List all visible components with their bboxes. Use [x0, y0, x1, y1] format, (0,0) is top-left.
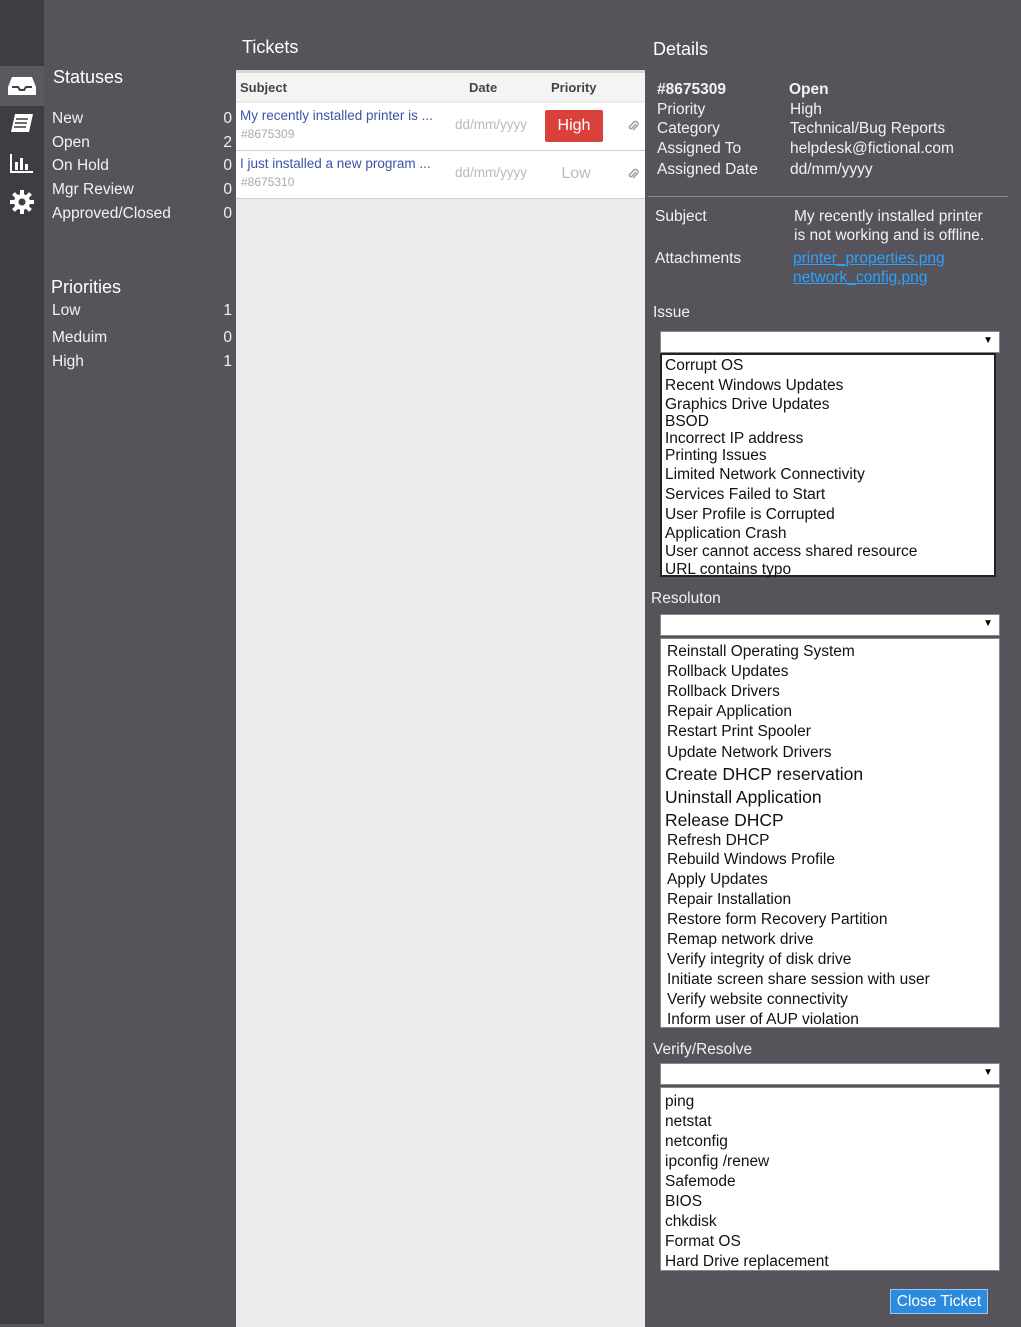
- option[interactable]: Apply Updates: [667, 871, 768, 888]
- status-count: 0: [223, 205, 232, 222]
- verify-options-list[interactable]: [660, 1087, 1000, 1271]
- verify-resolve-label: Verify/Resolve: [653, 1041, 753, 1058]
- details-title: Details: [653, 39, 709, 59]
- priorities-title: Priorities: [51, 277, 122, 297]
- dropdown-arrow-icon: ▼: [983, 1067, 993, 1078]
- issue-options-list[interactable]: [660, 353, 996, 577]
- option[interactable]: Printing Issues: [665, 447, 767, 464]
- option[interactable]: Reinstall Operating System: [667, 643, 855, 660]
- option[interactable]: Verify integrity of disk drive: [667, 951, 852, 968]
- ticket-number: #8675309: [657, 81, 726, 98]
- subject-line-2: is not working and is offline.: [794, 227, 985, 244]
- status-label: Open: [52, 134, 90, 151]
- subject-label: Subject: [655, 208, 707, 225]
- priority-count: 1: [223, 302, 232, 319]
- dropdown-arrow-icon: ▼: [983, 618, 993, 629]
- column-date[interactable]: Date: [469, 80, 498, 95]
- option[interactable]: Incorrect IP address: [665, 430, 804, 447]
- priority-label: Meduim: [52, 329, 108, 346]
- option[interactable]: Recent Windows Updates: [665, 377, 844, 394]
- option[interactable]: User Profile is Corrupted: [665, 506, 835, 523]
- option[interactable]: Rollback Updates: [667, 663, 789, 680]
- priority-item-high[interactable]: [52, 353, 232, 371]
- status-count: 0: [223, 181, 232, 198]
- option[interactable]: Uninstall Application: [665, 787, 822, 807]
- column-priority[interactable]: Priority: [551, 80, 597, 95]
- option[interactable]: Remap network drive: [667, 931, 814, 948]
- status-label: On Hold: [52, 157, 109, 174]
- column-subject[interactable]: Subject: [240, 80, 287, 95]
- status-count: 2: [223, 134, 232, 151]
- ticket-number: #8675309: [241, 127, 295, 141]
- option[interactable]: netstat: [665, 1113, 712, 1130]
- option[interactable]: BSOD: [665, 413, 709, 430]
- ticket-date: dd/mm/yyyy: [455, 165, 528, 180]
- verify-resolve-select[interactable]: [660, 1063, 1000, 1085]
- assigned-to-value: helpdesk@fictional.com: [790, 140, 954, 157]
- option[interactable]: Update Network Drivers: [667, 744, 832, 761]
- status-count: 0: [223, 110, 232, 127]
- table-row[interactable]: [236, 103, 645, 151]
- attachments-label: Attachments: [655, 250, 742, 267]
- book-icon[interactable]: [0, 104, 44, 144]
- resolution-options-list[interactable]: [660, 638, 1000, 1028]
- option[interactable]: Initiate screen share session with user: [667, 971, 930, 988]
- ticket-date: dd/mm/yyyy: [455, 117, 528, 132]
- option[interactable]: Verify website connectivity: [667, 991, 848, 1008]
- filters-column: [44, 0, 234, 1324]
- tickets-table: [236, 70, 645, 1327]
- option[interactable]: Restore form Recovery Partition: [667, 911, 888, 928]
- option[interactable]: Restart Print Spooler: [667, 723, 811, 740]
- priority-item-medium[interactable]: [52, 329, 232, 347]
- option[interactable]: Limited Network Connectivity: [665, 466, 865, 483]
- inbox-icon[interactable]: [0, 66, 44, 106]
- option[interactable]: Graphics Drive Updates: [665, 396, 830, 413]
- option[interactable]: Repair Installation: [667, 891, 792, 908]
- priority-count: 1: [223, 353, 232, 370]
- gear-icon[interactable]: [0, 182, 44, 222]
- assigned-date-value: dd/mm/yyyy: [790, 161, 873, 178]
- option[interactable]: chkdisk: [665, 1213, 717, 1230]
- option[interactable]: Safemode: [665, 1173, 736, 1190]
- ticket-subject[interactable]: My recently installed printer is ...: [240, 108, 433, 123]
- close-ticket-button[interactable]: Close Ticket: [890, 1289, 988, 1314]
- status-item-on-hold[interactable]: [52, 157, 232, 175]
- status-label: Mgr Review: [52, 181, 134, 198]
- subject-line-1: My recently installed printer: [794, 208, 983, 225]
- option[interactable]: Inform user of AUP violation: [667, 1011, 859, 1028]
- option[interactable]: Services Failed to Start: [665, 486, 826, 503]
- option[interactable]: Corrupt OS: [665, 357, 744, 374]
- option[interactable]: Application Crash: [665, 525, 787, 542]
- assigned-to-label: Assigned To: [657, 140, 742, 157]
- option[interactable]: User cannot access shared resource: [665, 543, 918, 560]
- option[interactable]: Refresh DHCP: [667, 832, 770, 849]
- status-label: Approved/Closed: [52, 205, 171, 222]
- priority-item-low[interactable]: [52, 302, 232, 320]
- details-divider: [648, 196, 1008, 197]
- assigned-date-label: Assigned Date: [657, 161, 758, 178]
- attachment-link[interactable]: printer_properties.png: [793, 250, 945, 267]
- table-row[interactable]: [236, 151, 645, 199]
- issue-label: Issue: [653, 304, 691, 321]
- category-label: Category: [657, 120, 720, 137]
- option[interactable]: Release DHCP: [665, 810, 784, 830]
- priority-label: Priority: [657, 101, 706, 118]
- attachment-link[interactable]: network_config.png: [793, 269, 928, 286]
- priority-label: High: [52, 353, 84, 370]
- status-item-new[interactable]: [52, 110, 232, 128]
- option[interactable]: Rebuild Windows Profile: [667, 851, 835, 868]
- option[interactable]: ipconfig /renew: [665, 1153, 770, 1170]
- ticket-subject[interactable]: I just installed a new program ...: [240, 156, 431, 171]
- bar-chart-icon[interactable]: [0, 143, 44, 183]
- issue-select[interactable]: [660, 331, 1000, 353]
- status-item-approved-closed[interactable]: [52, 205, 232, 223]
- icon-rail: [0, 0, 44, 1324]
- option[interactable]: BIOS: [665, 1193, 703, 1210]
- status-item-mgr-review[interactable]: [52, 181, 232, 199]
- option[interactable]: ping: [665, 1093, 695, 1110]
- option[interactable]: Create DHCP reservation: [665, 764, 864, 784]
- ticket-number: #8675310: [241, 175, 295, 189]
- resolution-label: Resoluton: [651, 590, 721, 607]
- dropdown-arrow-icon: ▼: [983, 335, 993, 346]
- option[interactable]: Rollback Drivers: [667, 683, 780, 700]
- status-count: 0: [223, 157, 232, 174]
- priority-value: High: [790, 101, 822, 118]
- option[interactable]: netconfig: [665, 1133, 728, 1150]
- tickets-title: Tickets: [242, 37, 299, 57]
- option[interactable]: Format OS: [665, 1233, 741, 1250]
- attachment-icon[interactable]: [627, 167, 639, 186]
- attachment-icon[interactable]: [627, 119, 639, 138]
- priority-badge-high: High: [545, 110, 603, 142]
- table-header: [236, 73, 645, 101]
- option[interactable]: Hard Drive replacement: [665, 1253, 829, 1270]
- category-value: Technical/Bug Reports: [790, 120, 946, 137]
- status-item-open[interactable]: [52, 134, 232, 152]
- priority-badge-low: Low: [561, 165, 591, 182]
- option[interactable]: Repair Application: [667, 703, 792, 720]
- ticket-status: Open: [789, 81, 829, 98]
- resolution-select[interactable]: [660, 614, 1000, 636]
- statuses-title: Statuses: [53, 67, 124, 87]
- priority-count: 0: [223, 329, 232, 346]
- priority-label: Low: [52, 302, 81, 319]
- option[interactable]: URL contains typo: [665, 561, 792, 578]
- status-label: New: [52, 110, 84, 127]
